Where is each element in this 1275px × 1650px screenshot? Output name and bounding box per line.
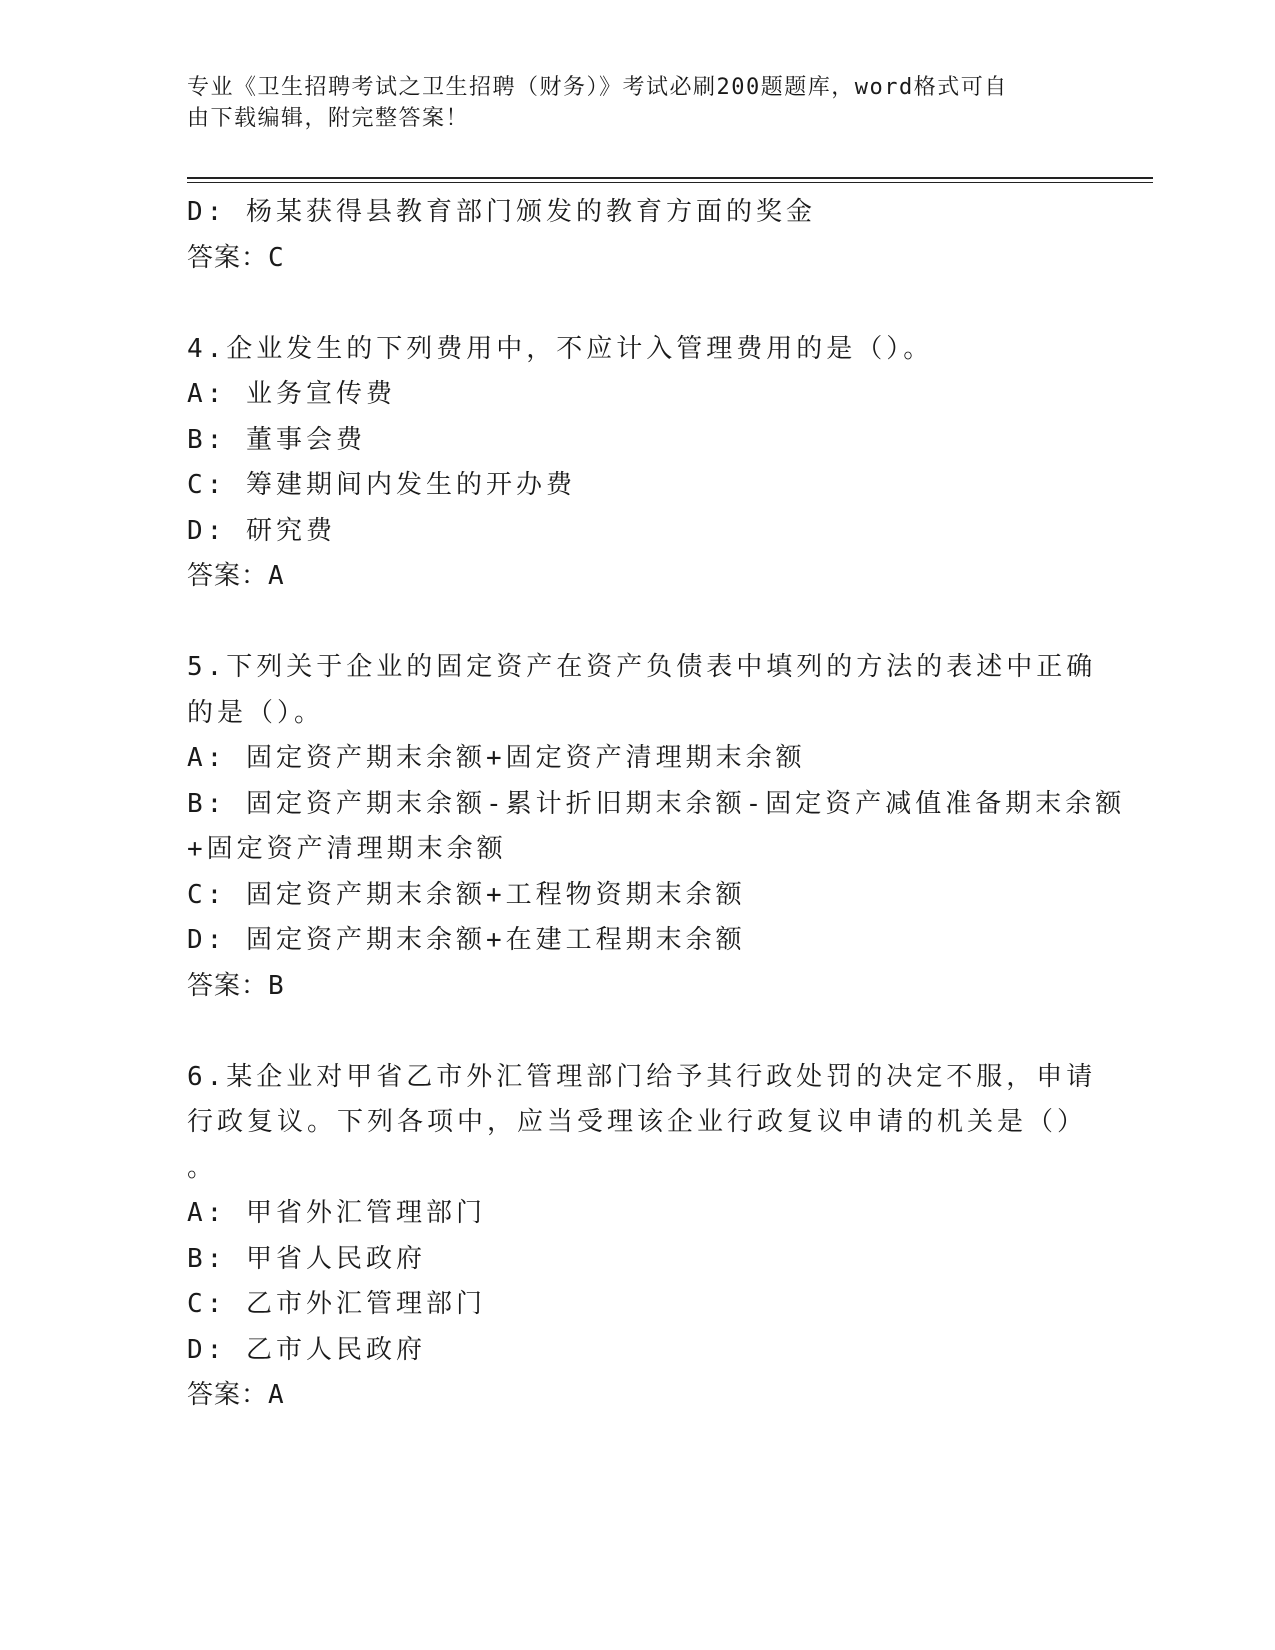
- option-b: B: 董事会费: [187, 424, 366, 455]
- option-a: A: 业务宣传费: [187, 379, 396, 409]
- option-a: A: 甲省外汇管理部门: [187, 1198, 486, 1228]
- question-stem-line-2: 行政复议。下列各项中，应当受理该企业行政复议申请的机关是（）: [187, 1107, 1088, 1137]
- header-line-1: 专业《卫生招聘考试之卫生招聘（财务）》考试必刷200题题库，word格式可自: [187, 75, 1008, 100]
- option-b-line-2: +固定资产清理期末余额: [187, 834, 507, 864]
- option-c: C: 乙市外汇管理部门: [187, 1289, 486, 1319]
- option-d: D: 杨某获得县教育部门颁发的教育方面的奖金: [187, 197, 816, 227]
- option-b: B: 甲省人民政府: [187, 1243, 426, 1274]
- question-stem-line-3: 。: [187, 1152, 218, 1183]
- question-stem-line-2: 的是（）。: [187, 697, 325, 728]
- question-stem-line-1: 5.下列关于企业的固定资产在资产负债表中填列的方法的表述中正确: [187, 652, 1097, 682]
- question-5: [187, 645, 1126, 1009]
- header-divider-thick: [187, 177, 1153, 179]
- answer: 答案：A: [187, 561, 285, 591]
- answer: 答案：B: [187, 970, 285, 1001]
- question-6: [187, 1055, 1097, 1419]
- answer: 答案：C: [187, 242, 285, 273]
- option-c: C: 筹建期间内发生的开办费: [187, 470, 576, 500]
- option-c: C: 固定资产期末余额+工程物资期末余额: [187, 879, 746, 910]
- option-d: D: 乙市人民政府: [187, 1334, 426, 1365]
- option-d: D: 固定资产期末余额+在建工程期末余额: [187, 925, 746, 955]
- question-list: [187, 190, 1126, 1419]
- question-4: [187, 327, 1087, 600]
- spacer: [187, 1009, 1087, 1055]
- question-stem: 4.企业发生的下列费用中，不应计入管理费用的是（）。: [187, 333, 934, 364]
- document-header: [187, 72, 1067, 134]
- option-a: A: 固定资产期末余额+固定资产清理期末余额: [187, 743, 806, 773]
- header-line-2: 由下载编辑，附完整答案！: [187, 106, 470, 131]
- spacer: [187, 600, 1087, 646]
- option-b-line-1: B: 固定资产期末余额-累计折旧期末余额-固定资产减值准备期末余额: [187, 788, 1126, 819]
- answer: 答案：A: [187, 1380, 285, 1410]
- spacer: [187, 281, 1087, 327]
- question-prev: [187, 190, 1087, 281]
- option-d: D: 研究费: [187, 515, 336, 546]
- header-divider-thin: [187, 182, 1153, 183]
- question-stem-line-1: 6.某企业对甲省乙市外汇管理部门给予其行政处罚的决定不服，申请: [187, 1061, 1097, 1092]
